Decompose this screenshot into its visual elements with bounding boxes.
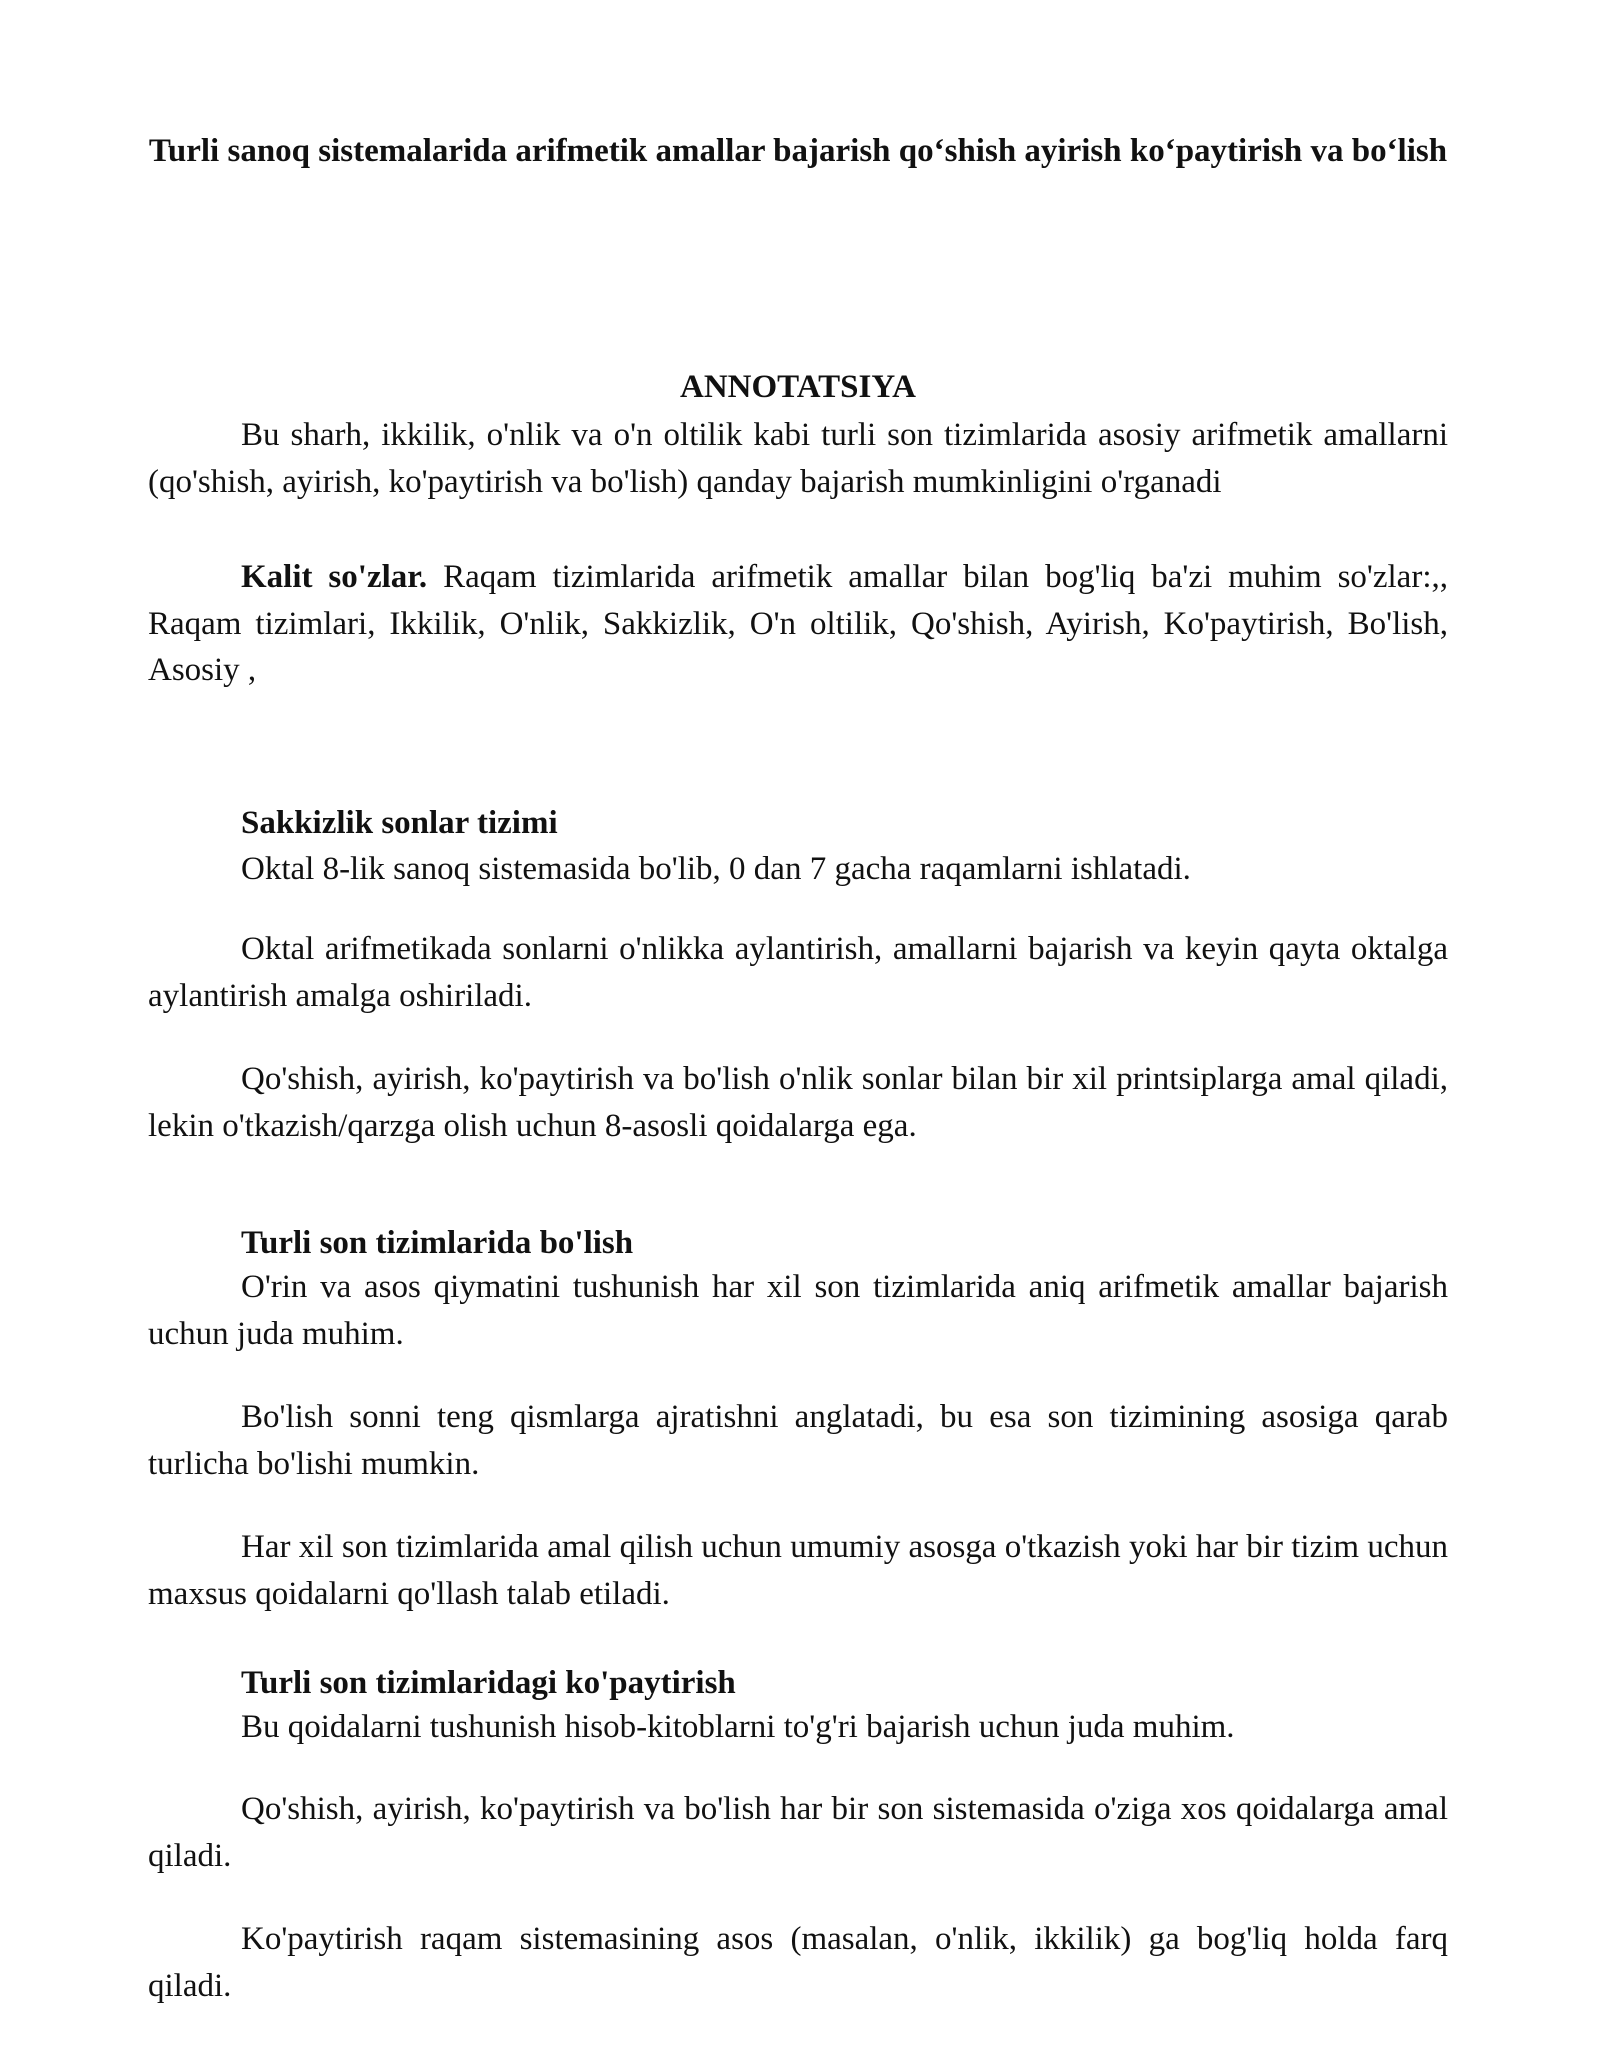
section-heading-division: Turli son tizimlarida bo'lish (241, 1225, 634, 1261)
section-multiplication-paragraph-2: Qo'shish, ayirish, ko'paytirish va bo'lish har bir son sistemasida o'ziga xos qoidalarga amal qiladi. (148, 1791, 1448, 1874)
section-octal-paragraph-3: Qo'shish, ayirish, ko'paytirish va bo'lish o'nlik sonlar bilan bir xil printsiplarga amal qiladi, lekin o'tkazish/qarzga olish uchun 8-asosli qoidalarga ega. (148, 1061, 1448, 1144)
section-heading-multiplication: Turli son tizimlaridagi ko'paytirish (241, 1665, 736, 1701)
document-title: Turli sanoq sistemalarida arifmetik amallar bajarish qo‘shish ayirish ko‘paytirish va bo‘lish (148, 133, 1448, 169)
annotation-heading: ANNOTATSIYA (680, 369, 916, 405)
annotation-paragraph: Bu sharh, ikkilik, o'nlik va o'n oltilik kabi turli son tizimlarida asosiy arifmetik amallarni (qo'shish, ayirish, ko'paytirish va bo'lish) qanday bajarish mumkinligini o'rganadi (148, 417, 1448, 500)
keywords-paragraph (148, 554, 1448, 694)
section-octal-paragraph-2: Oktal arifmetikada sonlarni o'nlikka aylantirish, amallarni bajarish va keyin qayta oktalga aylantirish amalga oshiriladi. (148, 931, 1448, 1014)
keywords-label: Kalit so'zlar. (241, 559, 428, 595)
section-division-paragraph-1: O'rin va asos qiymatini tushunish har xil son tizimlarida aniq arifmetik amallar bajarish uchun juda muhim. (148, 1269, 1448, 1352)
section-division-paragraph-3: Har xil son tizimlarida amal qilish uchun umumiy asosga o'tkazish yoki har bir tizim uchun maxsus qoidalarni qo'llash talab etiladi. (148, 1529, 1448, 1612)
section-multiplication-paragraph-1: Bu qoidalarni tushunish hisob-kitoblarni to'g'ri bajarish uchun juda muhim. (241, 1709, 1235, 1745)
keywords-text: Raqam tizimlarida arifmetik amallar bilan bog'liq ba'zi muhim so'zlar:,, Raqam tizimlari, Ikkilik, O'nlik, Sakkizlik, O'n oltilik, Qo'shish, Ayirish, Ko'paytirish, Bo'lish, Asosiy , (148, 559, 1448, 688)
section-octal-paragraph-1: Oktal 8-lik sanoq sistemasida bo'lib, 0 dan 7 gacha raqamlarni ishlatadi. (241, 851, 1191, 887)
section-heading-octal: Sakkizlik sonlar tizimi (241, 805, 558, 841)
section-division-paragraph-2: Bo'lish sonni teng qismlarga ajratishni anglatadi, bu esa son tizimining asosiga qarab turlicha bo'lishi mumkin. (148, 1399, 1448, 1482)
section-multiplication-paragraph-3: Ko'paytirish raqam sistemasining asos (masalan, o'nlik, ikkilik) ga bog'liq holda farq qiladi. (148, 1921, 1448, 2004)
